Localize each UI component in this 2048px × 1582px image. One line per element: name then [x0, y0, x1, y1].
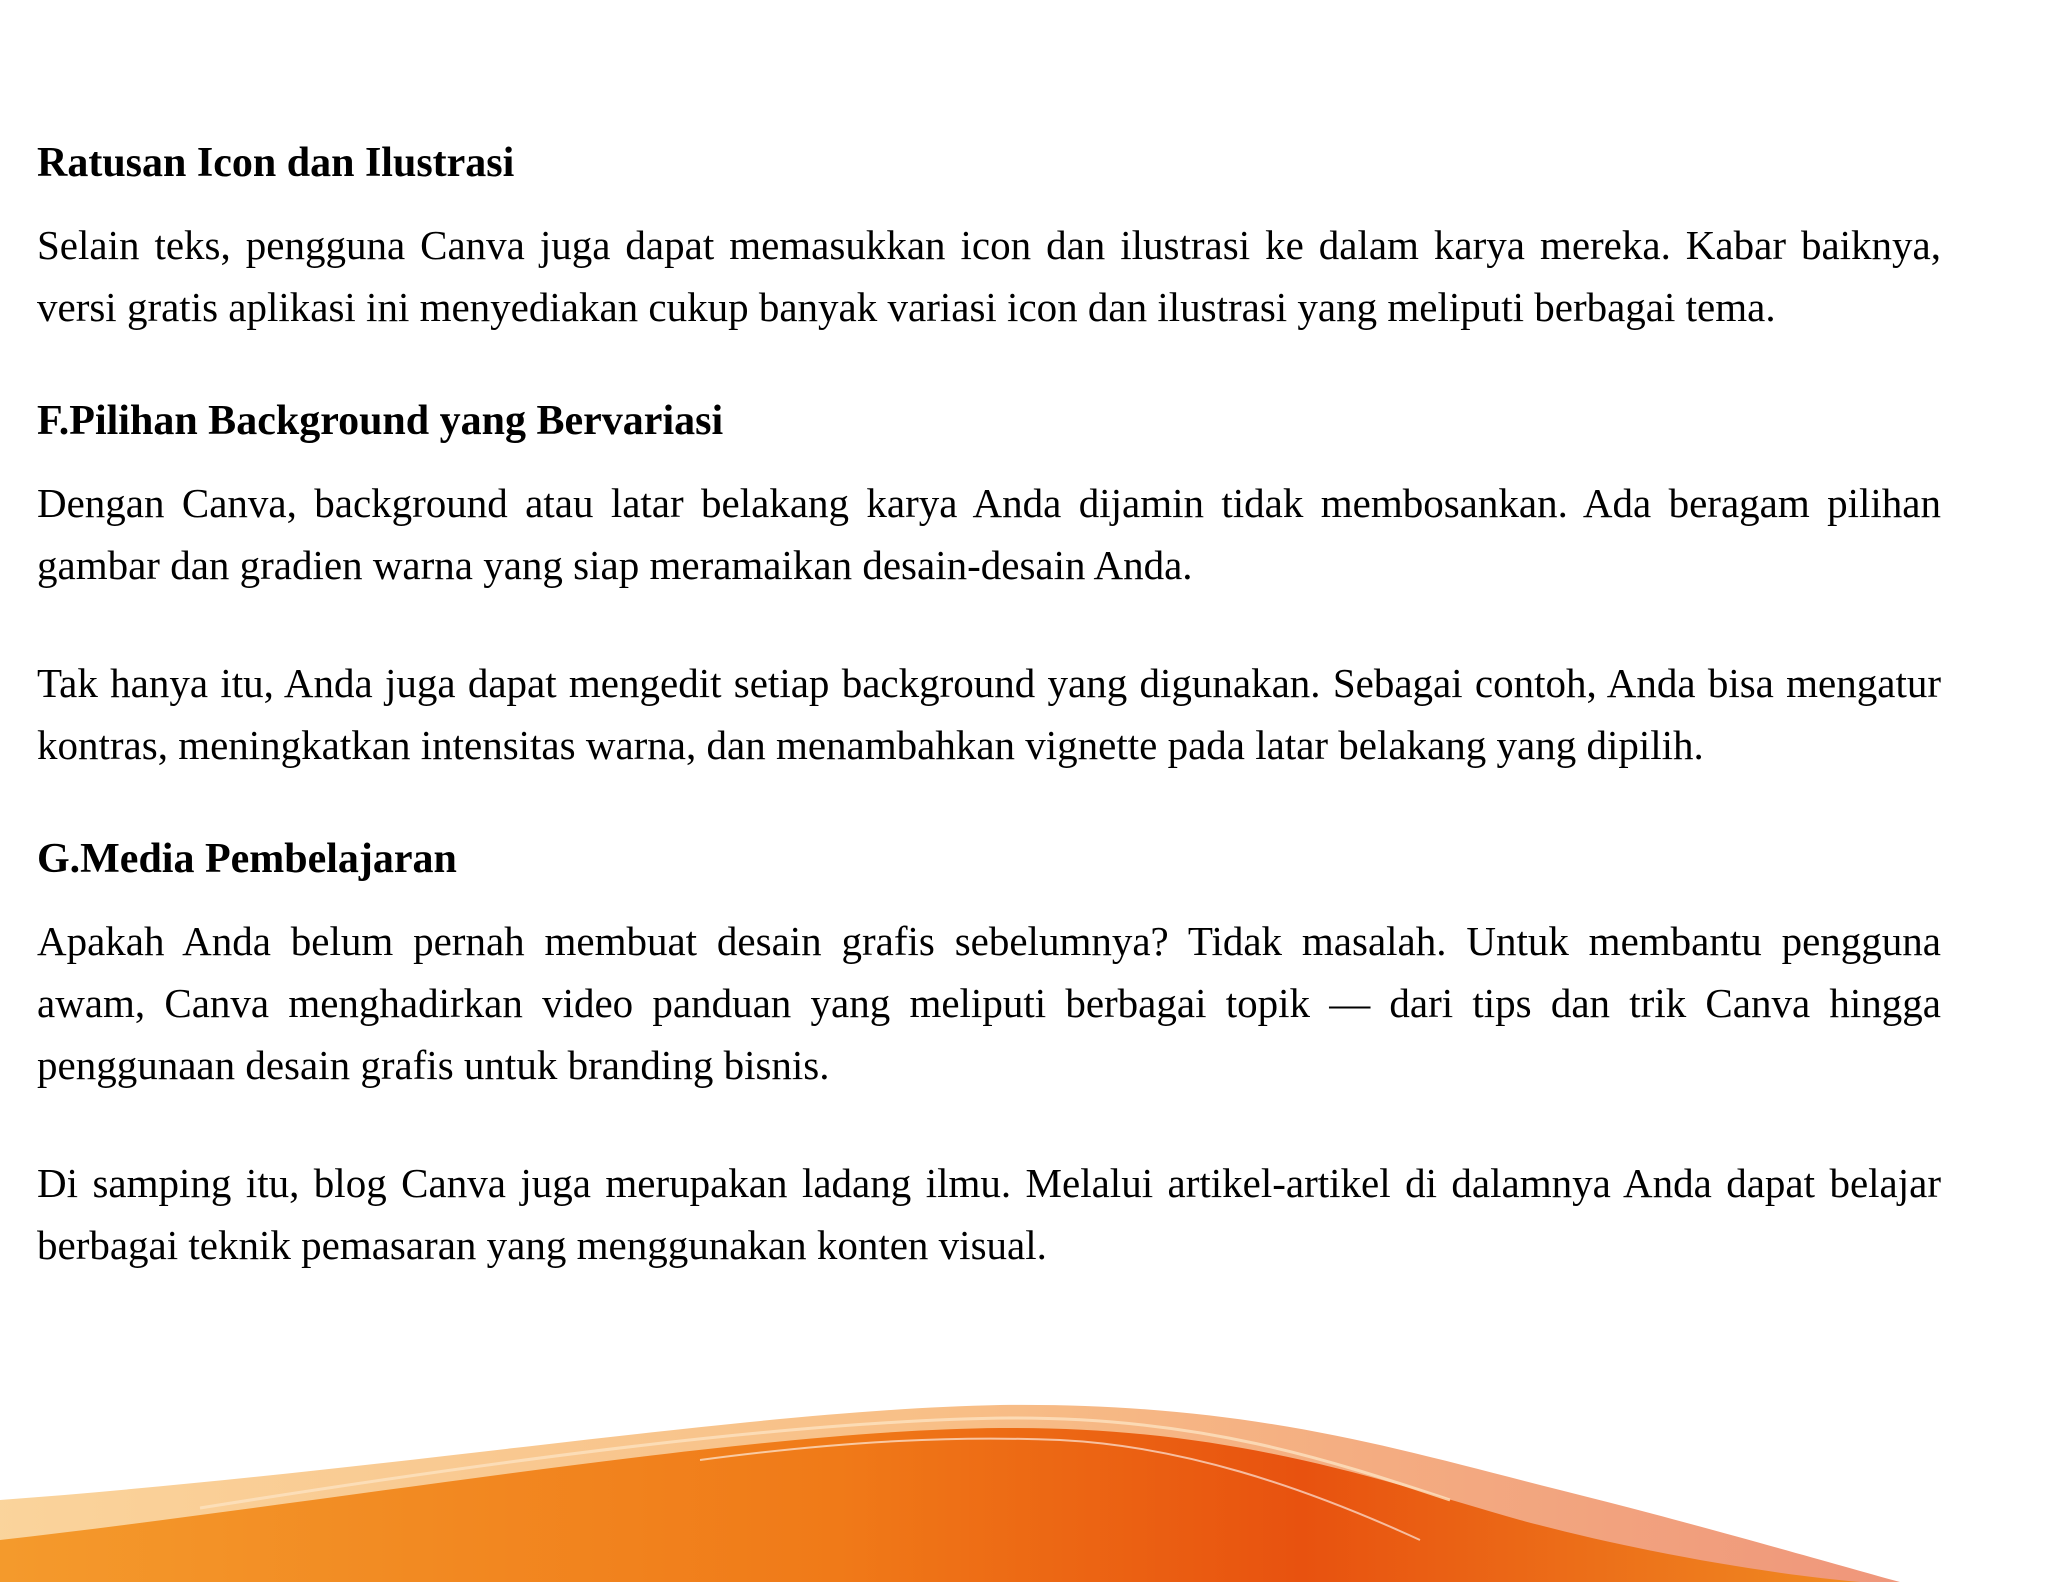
paragraph-icon-ilustrasi: Selain teks, pengguna Canva juga dapat memasukkan icon dan ilustrasi ke dalam karya mereka. Kabar baiknya, versi gratis aplikasi ini menyediakan cukup banyak variasi icon dan ilustrasi yang meliputi berbagai tema. [37, 222, 1941, 330]
document-body [37, 132, 1941, 1276]
paragraph-media-1: Apakah Anda belum pernah membuat desain grafis sebelumnya? Tidak masalah. Untuk membantu pengguna awam, Canva menghadirkan video panduan yang meliputi berbagai topik — dari tips dan trik Canva hingga penggunaan desain grafis untuk branding bisnis. [37, 918, 1941, 1088]
paragraph-media-2: Di samping itu, blog Canva juga merupakan ladang ilmu. Melalui artikel-artikel di dalamnya Anda dapat belajar berbagai teknik pemasaran yang menggunakan konten visual. [37, 1160, 1941, 1268]
section-heading-icon-ilustrasi: Ratusan Icon dan Ilustrasi [37, 140, 515, 186]
paragraph-background-1: Dengan Canva, background atau latar belakang karya Anda dijamin tidak membosankan. Ada beragam pilihan gambar dan gradien warna yang siap meramaikan desain-desain Anda. [37, 480, 1941, 588]
section-heading-media-pembelajaran: G.Media Pembelajaran [37, 836, 457, 882]
orange-wave-decoration [0, 1390, 2048, 1582]
paragraph-background-2: Tak hanya itu, Anda juga dapat mengedit setiap background yang digunakan. Sebagai contoh, Anda bisa mengatur kontras, meningkatkan intensitas warna, dan menambahkan vignette pada latar belakang yang dipilih. [37, 660, 1941, 768]
section-heading-background: F.Pilihan Background yang Bervariasi [37, 398, 724, 444]
